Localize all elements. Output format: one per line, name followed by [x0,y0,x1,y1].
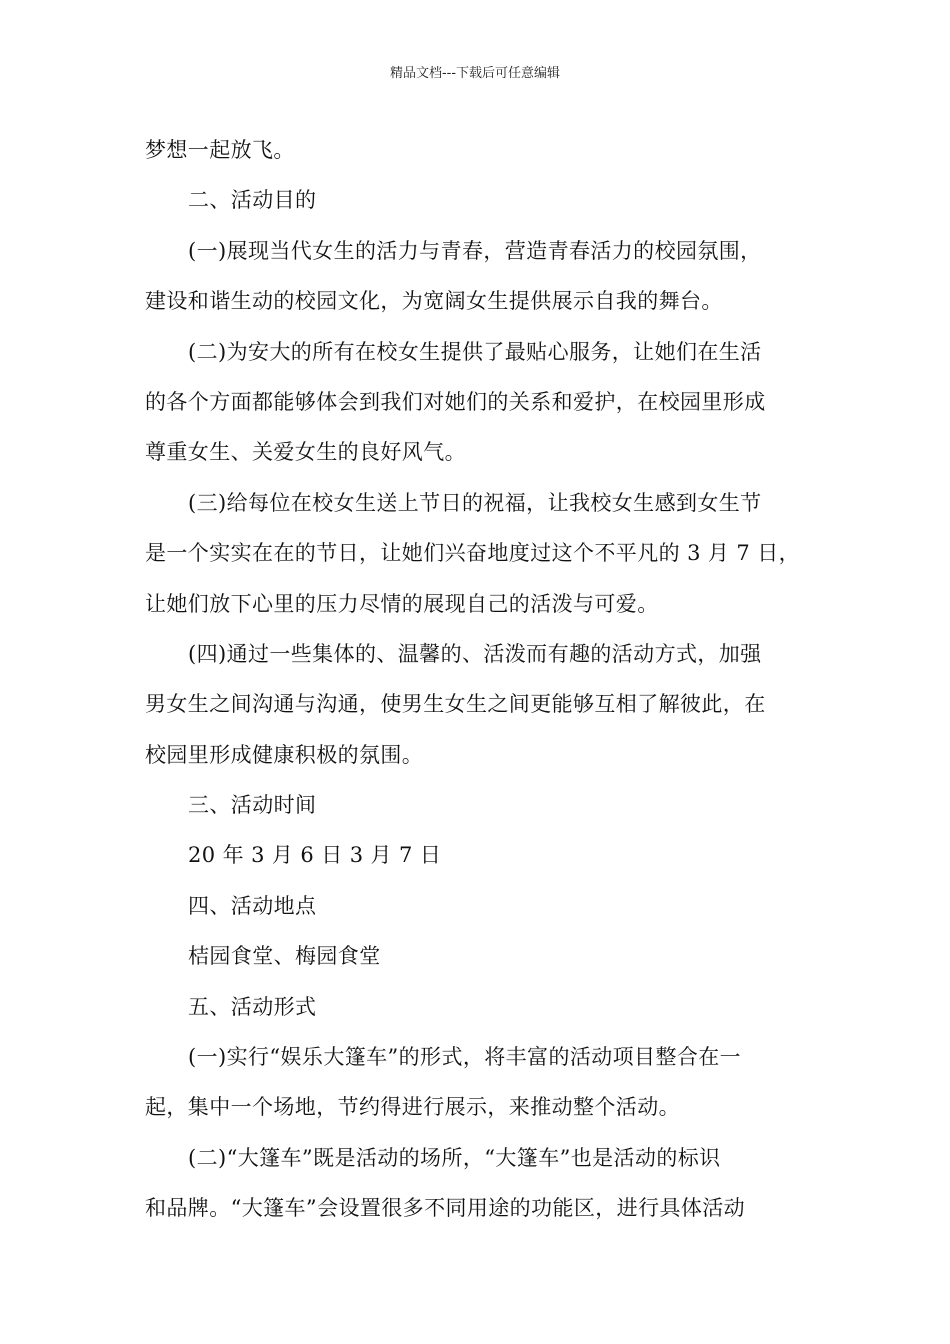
text-line: (二)为安大的所有在校女生提供了最贴心服务，让她们在生活 [188,339,762,364]
document-body [145,125,810,1234]
text-line: 四、活动地点 [188,893,317,918]
text-line: 起，集中一个场地，节约得进行展示，来推动整个活动。 [145,1095,680,1120]
text-line: 校园里形成健康积极的氛围。 [145,742,424,767]
text-line: 二、活动目的 [188,188,317,213]
text-line: 梦想一起放飞。 [145,138,295,162]
text-line: (一)展现当代女生的活力与青春，营造青春活力的校园氛围， [188,238,762,263]
text-line: 桔园食堂、梅园食堂 [188,944,381,969]
text-line: 20 年 3 月 6 日 3 月 7 日 [188,843,442,868]
text-line: 三、活动时间 [188,793,317,818]
text-line: 是一个实实在在的节日，让她们兴奋地度过这个不平凡的 3 月 7 日， [145,541,801,566]
text-line: 建设和谐生动的校园文化，为宽阔女生提供展示自我的舞台。 [145,289,723,314]
text-line: 五、活动形式 [188,994,317,1019]
text-line: 和品牌。“大篷车”会设置很多不同用途的功能区，进行具体活动 [145,1196,746,1221]
text-line: 男女生之间沟通与沟通，使男生女生之间更能够互相了解彼此，在 [145,692,766,717]
text-line: 的各个方面都能够体会到我们对她们的关系和爱护，在校园里形成 [145,389,766,414]
text-line: (三)给每位在校女生送上节日的祝福，让我校女生感到女生节 [188,490,762,515]
text-line: 尊重女生、关爱女生的良好风气。 [145,440,466,465]
text-line: 让她们放下心里的压力尽情的展现自己的活泼与可爱。 [145,591,659,616]
text-line: (二)“大篷车”既是活动的场所，“大篷车”也是活动的标识 [188,1145,721,1170]
text-line: (四)通过一些集体的、温馨的、活泼而有趣的活动方式，加强 [188,641,762,666]
text-line: (一)实行“娱乐大篷车”的形式，将丰富的活动项目整合在一 [188,1045,742,1070]
page-header-watermark: 精品文档---下载后可任意编辑 [389,66,561,81]
